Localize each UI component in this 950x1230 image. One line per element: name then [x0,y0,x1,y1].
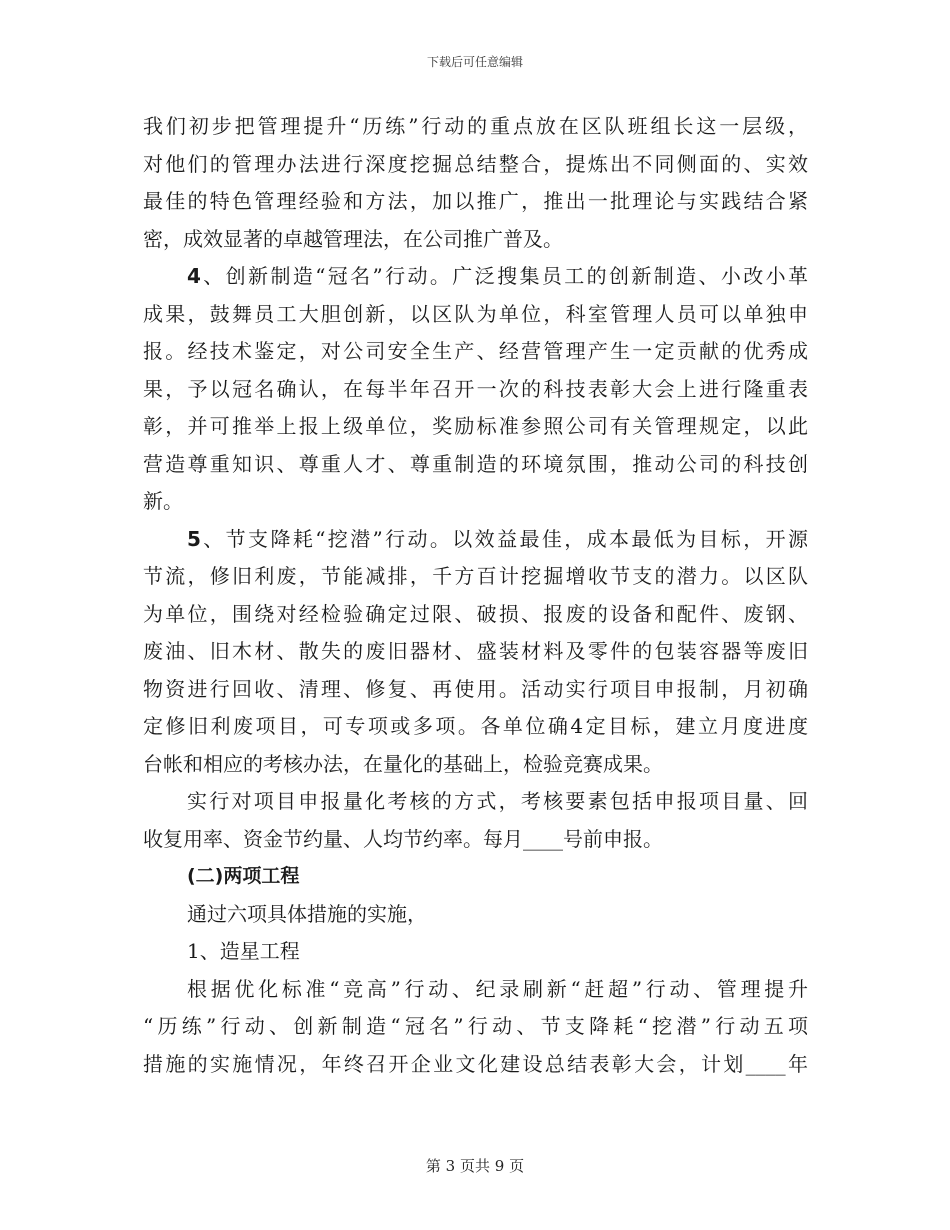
line-text: 密，成效显著的卓越管理法，在公司推广普及。 [143,226,563,251]
text-line [143,483,808,521]
line-text: (二)两项工程 [187,865,300,887]
section-heading [143,858,808,896]
line-text: 、创新制造“冠名”行动。广泛搜集员工的创新制造、小改小革 [200,264,808,288]
text-line [143,896,808,934]
line-text: 成果，鼓舞员工大胆创新，以区队为单位，科室管理人员可以单独申 [143,301,808,326]
line-text: 报。经技术鉴定，对公司安全生产、经营管理产生一定贡献的优秀成 [143,339,808,363]
text-line [143,146,808,184]
line-text: 1、造星工程 [187,939,300,963]
line-text: 最佳的特色管理经验和方法，加以推广，推出一批理论与实践结合紧 [143,189,808,213]
line-text: 物资进行回收、清理、修复、再使用。活动实行项目申报制，月初确 [143,676,808,701]
text-line [143,333,808,371]
text-line [143,746,808,784]
text-line [143,108,808,146]
text-line [143,933,808,971]
text-line [143,671,808,709]
line-text: 营造尊重知识、尊重人才、尊重制造的环境氛围，推动公司的科技创 [143,451,808,476]
text-line [143,971,808,1009]
line-text: 果，予以冠名确认，在每半年召开一次的科技表彰大会上进行隆重表 [143,376,808,401]
text-line [143,371,808,409]
text-line [143,708,808,746]
text-line [143,1008,808,1046]
item-number: 5 [187,526,201,551]
text-line [143,821,808,859]
line-text: 根据优化标准“竞高”行动、纪录刷新“赶超”行动、管理提升 [187,976,808,1001]
page-header: 下载后可任意编辑 [426,55,523,69]
line-text: 为单位，围绕对经检验确定过限、破损、报废的设备和配件、废钢、 [143,601,808,626]
text-line [143,521,808,559]
line-text: 通过六项具体措施的实施， [187,901,427,926]
line-text: 措施的实施情况，年终召开企业文化建设总结表彰大会，计划____年 [143,1051,808,1076]
line-text: 、节支降耗“挖潜”行动。以效益最佳，成本最低为目标，开源 [200,526,808,551]
text-line [143,446,808,484]
line-text: 实行对项目申报量化考核的方式，考核要素包括申报项目量、回 [187,789,808,813]
text-line [143,783,808,821]
document-body [143,108,808,1083]
line-text: 新。 [143,489,183,513]
line-text: 对他们的管理办法进行深度挖掘总结整合，提炼出不同侧面的、实效 [143,151,808,176]
text-line [143,408,808,446]
page-footer: 第 3 页共 9 页 [425,1157,525,1175]
text-line [143,258,808,296]
line-text: 收复用率、资金节约量、人均节约率。每月____号前申报。 [143,826,663,851]
text-line [143,1046,808,1084]
line-text: 定修旧利废项目，可专项或多项。各单位确4定目标，建立月度进度 [143,714,808,738]
text-line [143,221,808,259]
text-line [143,633,808,671]
text-line [143,296,808,334]
line-text: 彰，并可推举上报上级单位，奖励标准参照公司有关管理规定，以此 [143,414,808,438]
line-text: “历练”行动、创新制造“冠名”行动、节支降耗“挖潜”行动五项 [143,1014,808,1038]
line-text: 台帐和相应的考核办法，在量化的基础上，检验竞赛成果。 [143,751,663,776]
item-number: 4 [187,264,201,288]
text-line [143,596,808,634]
line-text: 节流，修旧利废，节能减排，千方百计挖掘增收节支的潜力。以区队 [143,564,808,588]
text-line [143,183,808,221]
line-text: 我们初步把管理提升“历练”行动的重点放在区队班组长这一层级， [143,114,808,138]
text-line [143,558,808,596]
line-text: 废油、旧木材、散失的废旧器材、盛装材料及零件的包装容器等废旧 [143,639,808,663]
